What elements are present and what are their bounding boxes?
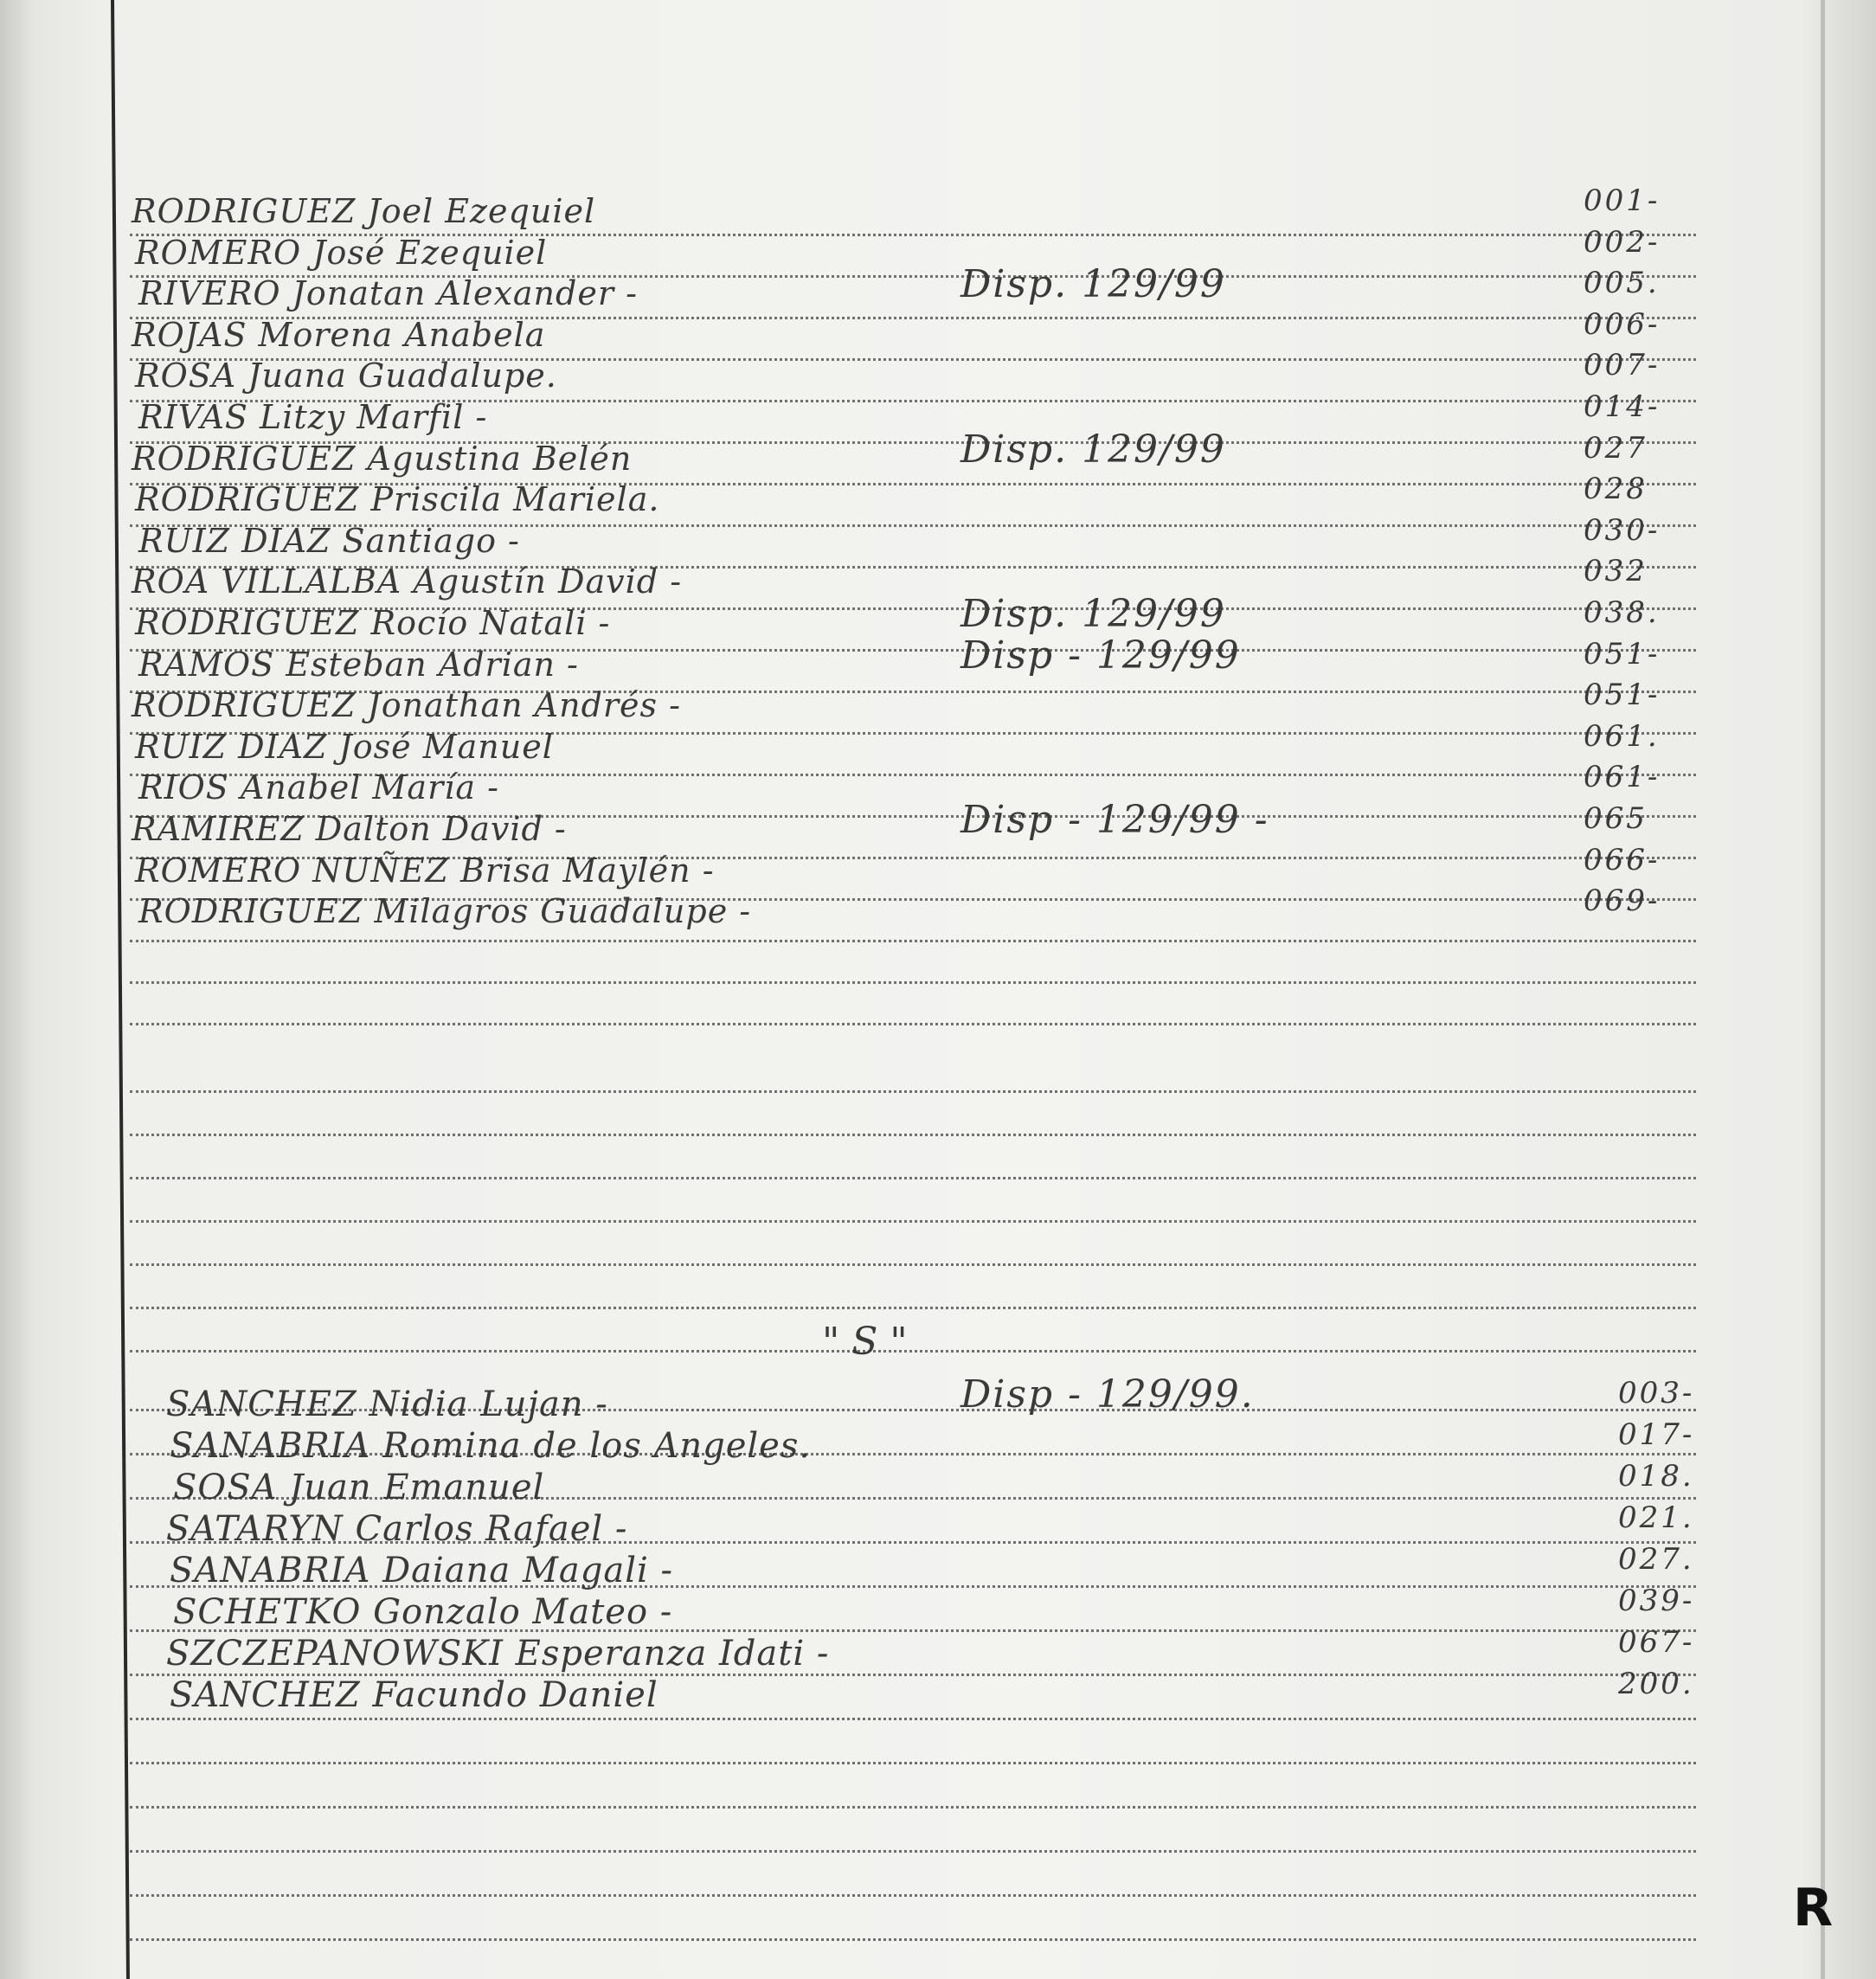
student-name: RIVAS Litzy Marfil - (138, 398, 488, 436)
student-code: 017- (1618, 1417, 1695, 1452)
student-name: RUIZ DIAZ José Manuel (135, 727, 554, 766)
student-code: 061. (1584, 718, 1660, 754)
student-name: RUIZ DIAZ Santiago - (138, 521, 520, 560)
ruled-line (130, 1850, 1696, 1853)
student-code: 039- (1618, 1584, 1695, 1618)
student-name: RODRIGUEZ Priscila Mariela. (135, 480, 660, 519)
section-s-header: " S " (822, 1320, 908, 1364)
ruled-line (130, 1762, 1696, 1764)
student-name: SCHETKO Gonzalo Mateo - (173, 1592, 673, 1632)
student-name: RODRIGUEZ Joel Ezequiel (132, 192, 596, 230)
ruled-line (130, 1263, 1696, 1266)
ruled-line (130, 1090, 1696, 1093)
student-name: RODRIGUEZ Agustina Belén (132, 439, 633, 478)
student-name: ROSA Juana Guadalupe. (135, 357, 557, 395)
student-name: SANABRIA Romina de los Angeles. (170, 1426, 812, 1466)
student-name: RODRIGUEZ Rocío Natali - (135, 604, 611, 642)
student-code: 061- (1584, 760, 1661, 795)
student-name: SZCZEPANOWSKI Esperanza Idati - (166, 1634, 830, 1674)
page-edge (1821, 0, 1825, 1979)
ruled-line (130, 1806, 1696, 1809)
disposition-note: Disp - 129/99. (960, 1372, 1255, 1417)
student-code: 066- (1584, 842, 1661, 877)
student-code: 018. (1618, 1459, 1694, 1494)
student-code: 021. (1618, 1500, 1694, 1535)
student-name: SANCHEZ Nidia Lujan - (166, 1385, 608, 1424)
disposition-note: Disp - 129/99 - (960, 798, 1269, 842)
student-name: RODRIGUEZ Jonathan Andrés - (132, 686, 681, 725)
ruled-line (130, 1134, 1696, 1136)
student-name: ROJAS Morena Anabela (132, 315, 546, 354)
disposition-note: Disp. 129/99 (960, 592, 1226, 636)
student-name: RODRIGUEZ Milagros Guadalupe - (138, 892, 752, 931)
disposition-note: Disp. 129/99 (960, 427, 1226, 472)
student-name: RAMOS Esteban Adrian - (138, 645, 579, 684)
student-code: 032 (1584, 554, 1648, 589)
student-code: 051- (1584, 636, 1661, 671)
ruled-line (130, 1350, 1696, 1353)
student-code: 003- (1618, 1376, 1695, 1410)
student-code: 027. (1618, 1542, 1694, 1577)
student-code: 030- (1584, 512, 1661, 548)
margin-line (111, 0, 130, 1979)
student-name: SANCHEZ Facundo Daniel (170, 1675, 659, 1715)
disposition-note: Disp - 129/99 (960, 633, 1241, 678)
student-name: ROMERO NUÑEZ Brisa Maylén - (135, 851, 715, 890)
student-code: 069- (1584, 883, 1661, 919)
student-name: ROMERO José Ezequiel (135, 233, 548, 272)
ruled-line (130, 1307, 1696, 1309)
ruled-line (130, 1894, 1696, 1897)
ruled-line (130, 981, 1696, 984)
student-code: 005. (1584, 266, 1660, 301)
student-code: 065 (1584, 801, 1648, 836)
student-name: ROA VILLALBA Agustín David - (132, 562, 683, 601)
student-code: 014- (1584, 389, 1661, 424)
student-name: SANABRIA Daiana Magali - (170, 1551, 674, 1590)
student-code: 028 (1584, 472, 1648, 507)
student-code: 006- (1584, 306, 1661, 342)
student-name: RIVERO Jonatan Alexander - (138, 274, 638, 313)
student-code: 051- (1584, 678, 1661, 713)
student-name: RAMIREZ Dalton David - (132, 810, 567, 848)
student-code: 038. (1584, 595, 1660, 630)
student-code: 200. (1618, 1667, 1694, 1701)
ruled-line (130, 1023, 1696, 1025)
student-code: 027 (1584, 430, 1648, 466)
ruled-line (130, 1220, 1696, 1223)
corner-mark: R (1793, 1878, 1834, 1938)
ruled-line (130, 1177, 1696, 1179)
student-code: 002- (1584, 224, 1661, 260)
disposition-note: Disp. 129/99 (960, 262, 1226, 307)
ruled-line (130, 1938, 1696, 1941)
student-code: 067- (1618, 1625, 1695, 1660)
student-name: SOSA Juan Emanuel (173, 1468, 545, 1507)
student-code: 007- (1584, 348, 1661, 383)
student-name: RIOS Anabel María - (138, 768, 499, 807)
student-code: 001- (1584, 183, 1661, 218)
student-name: SATARYN Carlos Rafael - (166, 1509, 628, 1549)
